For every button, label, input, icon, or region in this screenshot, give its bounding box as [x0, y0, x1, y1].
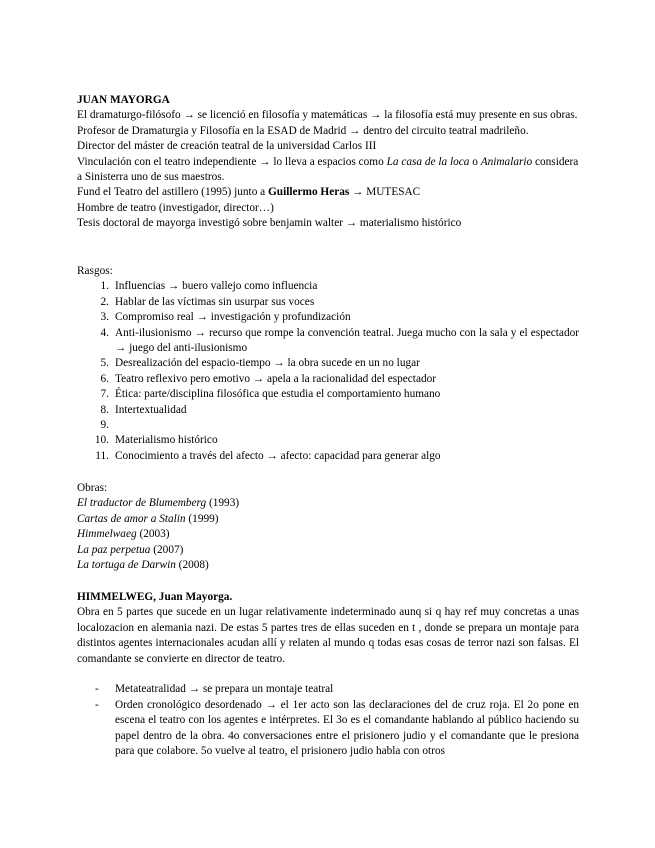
- list-text: Ética: parte/disciplina filosófica que estudia el comportamiento humano: [115, 388, 441, 401]
- list-text: Influencias → buero vallejo como influencia: [115, 280, 318, 293]
- himmelweg-heading: HIMMELWEG, Juan Mayorga.: [77, 591, 233, 603]
- list-number: 6.: [100, 372, 109, 385]
- bio-line-4-italic-2: Animalario: [480, 155, 533, 168]
- dash-bullet: -: [95, 698, 99, 711]
- list-number: 8.: [100, 403, 109, 416]
- obra-item: [77, 543, 579, 558]
- bio-line-2: Profesor de Dramaturgia y Filosofía en la ESAD de Madrid → dentro del circuito teatral madrileño.: [77, 124, 529, 137]
- list-item: [77, 387, 579, 402]
- rasgos-list: [77, 279, 579, 464]
- obra-year: (1993): [206, 497, 240, 510]
- bio-line-7: Tesis doctoral de mayorga investigó sobre benjamin walter → materialismo histórico: [77, 217, 462, 230]
- list-text: Desrealización del espacio-tiempo → la obra sucede en un no lugar: [115, 357, 420, 370]
- bio-line-5: [77, 185, 579, 200]
- bio-line-5-bold: Guillermo Heras: [268, 186, 350, 199]
- obra-item: [77, 496, 579, 511]
- list-text: Teatro reflexivo pero emotivo → apela a la racionalidad del espectador: [115, 372, 437, 385]
- list-item: [77, 433, 579, 448]
- author-section: [77, 93, 579, 232]
- bio-line-4: [77, 155, 579, 186]
- spacer: [77, 667, 579, 682]
- list-text: Hablar de las víctimas sin usurpar sus voces: [115, 295, 315, 308]
- list-item: [77, 403, 579, 418]
- obra-title: Himmelwaeg: [77, 528, 137, 541]
- obra-item: [77, 512, 579, 527]
- list-item: [77, 372, 579, 387]
- list-item: [77, 310, 579, 325]
- himmelweg-bullets: [77, 682, 579, 759]
- bio-line-4-italic-1: La casa de la loca: [386, 155, 470, 168]
- list-number: 5.: [100, 357, 109, 370]
- obra-title: La paz perpetua: [77, 543, 151, 556]
- bio-line-4-pre: Vinculación con el teatro independiente → lo lleva a espacios como: [77, 155, 387, 168]
- rasgos-label: Rasgos:: [77, 265, 113, 277]
- obra-item: [77, 527, 579, 542]
- bio-line-5-post: → MUTESAC: [349, 186, 421, 199]
- list-item: [77, 295, 579, 310]
- list-item: [77, 326, 579, 357]
- bio-line-6: Hombre de teatro (investigador, director…): [77, 201, 274, 214]
- obra-year: (1999): [185, 512, 219, 525]
- obras-section: [77, 481, 579, 573]
- list-number: 7.: [100, 388, 109, 401]
- bio-line-4-post: considera a Sinisterra uno de sus maestros.: [77, 155, 579, 184]
- rasgos-section: [77, 264, 579, 464]
- bio-line-1: El dramaturgo-filósofo → se licenció en filosofía y matemáticas → la filosofía está muy presente en sus obras.: [77, 109, 578, 122]
- list-number: 2.: [100, 295, 109, 308]
- dash-bullet: -: [95, 683, 99, 696]
- obra-year: (2008): [175, 559, 209, 572]
- list-text: Intertextualidad: [115, 403, 187, 416]
- list-text: Compromiso real → investigación y profundización: [115, 311, 351, 324]
- obras-label: Obras:: [77, 482, 108, 494]
- list-number: 3.: [100, 311, 109, 324]
- list-item: [77, 356, 579, 371]
- obra-year: (2003): [136, 528, 170, 541]
- list-number: 1.: [100, 280, 109, 293]
- author-heading: JUAN MAYORGA: [77, 94, 170, 106]
- bio-line-5-pre: Fund el Teatro del astillero (1995) junto a: [77, 186, 269, 199]
- list-item: [77, 418, 579, 433]
- list-item: [77, 682, 579, 697]
- obra-title: La tortuga de Darwin: [77, 559, 176, 572]
- obra-item: [77, 558, 579, 573]
- list-text: Metateatralidad → se prepara un montaje teatral: [115, 683, 334, 696]
- obra-year: (2007): [150, 543, 184, 556]
- list-text: Materialismo histórico: [115, 434, 218, 447]
- list-item: [77, 698, 579, 760]
- list-item: [77, 449, 579, 464]
- list-number: 9.: [100, 419, 109, 432]
- list-item: [77, 279, 579, 294]
- list-number: 11.: [95, 449, 109, 462]
- list-text: Anti-ilusionismo → recurso que rompe la convención teatral. Juega mucho con la sala y el espectador → juego del anti-ilusionismo: [115, 326, 579, 355]
- obra-title: Cartas de amor a Stalin: [77, 512, 186, 525]
- list-number: 10.: [94, 434, 109, 447]
- list-number: 4.: [100, 326, 109, 339]
- bio-line-3: Director del máster de creación teatral de la universidad Carlos III: [77, 140, 377, 153]
- obra-title: El traductor de Blumemberg: [77, 497, 207, 510]
- list-text: Conocimiento a través del afecto → afecto: capacidad para generar algo: [115, 449, 441, 462]
- list-text: Orden cronológico desordenado → el 1er acto son las declaraciones del de cruz roja. El 2o pone en escena el teatro con los agentes e intérpretes. El 3o es el comandante hablando al público haciendo su papel dentro de la obra. 4o conversaciones entre el prisionero judio y el comandante que le presiona para que colabore. 5o vuelve al teatro, el prisionero judio habla con otros: [115, 698, 579, 758]
- himmelweg-section: [77, 590, 579, 759]
- bio-line-4-mid: o: [469, 155, 481, 168]
- himmelweg-paragraph: Obra en 5 partes que sucede en un lugar relativamente indeterminado aunq si q hay ref muy concretas a unas localozacion en alemania nazi. De estas 5 partes tres de ellas suceden en t , donde se prepara un montaje para distintos agentes internacionales acudan allí y relaten al mundo q todas esas cosas de terror nazi son falsas. El comandante se convierte en director de teatro.: [77, 606, 579, 665]
